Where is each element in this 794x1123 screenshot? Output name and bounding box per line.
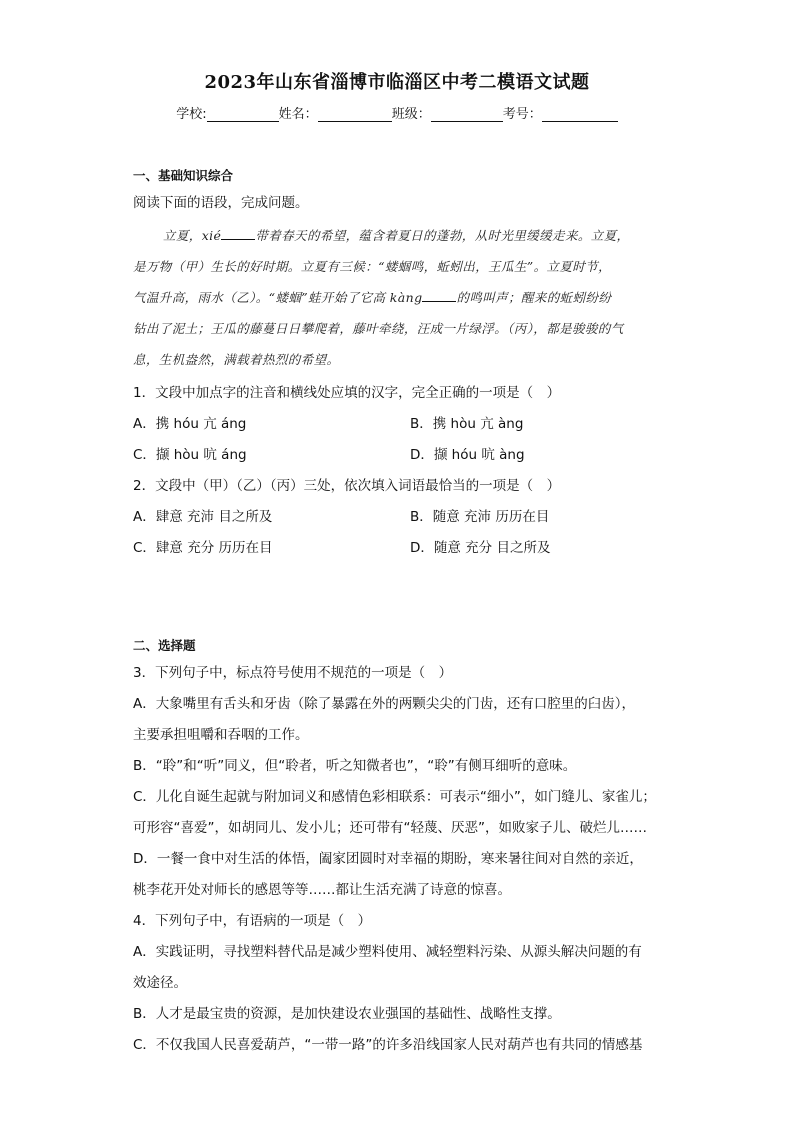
q3-stem: 3．下列句子中，标点符号使用不规范的一项是（ ） bbox=[133, 665, 453, 681]
class-label: 班级： bbox=[391, 107, 431, 122]
q4-option-b[interactable]: B．人才是最宝贵的资源，是加快建设农业强国的基础性、战略性支撑。 bbox=[133, 1006, 561, 1022]
section-1-intro: 阅读下面的语段，完成问题。 bbox=[133, 195, 309, 211]
section-1-heading: 一、基础知识综合 bbox=[133, 168, 234, 183]
q2-option-a[interactable]: A．肆意 充沛 目之所及 bbox=[133, 509, 273, 525]
q1-option-a[interactable]: A．携 hóu 亢 áng bbox=[133, 416, 247, 432]
class-blank[interactable] bbox=[431, 107, 503, 122]
q2-option-c[interactable]: C．肆意 充分 历历在目 bbox=[133, 540, 273, 556]
q1-option-c[interactable]: C．撷 hòu 吭 áng bbox=[133, 447, 247, 463]
page-title: 2023年山东省淄博市临淄区中考二模语文试题 bbox=[204, 72, 590, 93]
q3-option-a-line-2[interactable]: 主要承担咀嚼和吞咽的工作。 bbox=[133, 727, 309, 743]
q2-stem: 2．文段中（甲）（乙）（丙）三处，依次填入词语最恰当的一项是（ ） bbox=[133, 478, 561, 494]
q1-option-d[interactable]: D．撷 hóu 吭 àng bbox=[410, 447, 525, 463]
school-blank[interactable] bbox=[207, 107, 279, 122]
blank-kang bbox=[422, 289, 456, 302]
q4-option-a-line-1[interactable]: A．实践证明，寻找塑料替代品是减少塑料使用、减轻塑料污染、从源头解决问题的有 bbox=[133, 944, 642, 960]
passage-line-1: 立夏，xié 带着春天的希望，蕴含着夏日的蓬勃，从时光里缓缓走来。立夏， bbox=[163, 228, 630, 243]
q4-option-c-line-1[interactable]: C．不仅我国人民喜爱葫芦，“一带一路”的许多沿线国家人民对葫芦也有共同的情感基 bbox=[133, 1037, 643, 1053]
q3-option-d-line-1[interactable]: D．一餐一食中对生活的体悟，阖家团圆时对幸福的期盼，寒来暑往间对自然的亲近， bbox=[133, 851, 643, 867]
q2-option-b[interactable]: B．随意 充沛 历历在目 bbox=[410, 509, 550, 525]
passage-line-4: 钻出了泥土；王瓜的藤蔓日日攀爬着，藤叶牵绕，汪成一片绿浮。（丙），都是骏骏的气 bbox=[133, 321, 624, 336]
passage-line-3: 气温升高，雨水（乙）。“蝼蝈”蛙开始了它高 kàng 的鸣叫声；醒来的蚯蚓纷纷 bbox=[133, 290, 612, 305]
q1-stem: 1．文段中加点字的注音和横线处应填的汉字，完全正确的一项是（ ） bbox=[133, 385, 561, 401]
section-2-heading: 二、选择题 bbox=[133, 638, 196, 653]
q3-option-c-line-1[interactable]: C．儿化自诞生起就与附加词义和感情色彩相联系：可表示“细小”，如门缝儿、家雀儿； bbox=[133, 789, 656, 805]
q3-option-d-line-2[interactable]: 桃李花开处对师长的感恩等等……都让生活充满了诗意的惊喜。 bbox=[133, 882, 511, 898]
student-info-line bbox=[0, 103, 794, 122]
exam-no-label: 考号： bbox=[502, 107, 542, 122]
q3-option-c-line-2[interactable]: 可形容“喜爱”，如胡同儿、发小儿；还可带有“轻蔑、厌恶”，如败家子儿、破烂儿…… bbox=[133, 820, 647, 836]
q3-option-a-line-1[interactable]: A．大象嘴里有舌头和牙齿（除了暴露在外的两颗尖尖的门齿，还有口腔里的臼齿）， bbox=[133, 696, 635, 712]
exam-no-blank[interactable] bbox=[542, 107, 618, 122]
q1-option-b[interactable]: B．携 hòu 亢 àng bbox=[410, 416, 524, 432]
name-blank[interactable] bbox=[318, 107, 392, 122]
q4-option-a-line-2[interactable]: 效途径。 bbox=[133, 975, 187, 991]
blank-xie bbox=[221, 227, 255, 240]
name-label: 姓名： bbox=[278, 107, 318, 122]
passage-line-2: 是万物（甲）生长的好时期。立夏有三候：“蝼蝈鸣，蚯蚓出，王瓜生”。立夏时节， bbox=[133, 259, 611, 274]
school-label: 学校: bbox=[176, 107, 207, 122]
passage-line-5: 息，生机盎然，满载着热烈的希望。 bbox=[133, 352, 340, 367]
q3-option-b[interactable]: B．“聆”和“听”同义，但“聆者，听之知微者也”，“聆”有侧耳细听的意味。 bbox=[133, 758, 577, 774]
q4-stem: 4．下列句子中，有语病的一项是（ ） bbox=[133, 913, 372, 929]
q2-option-d[interactable]: D．随意 充分 目之所及 bbox=[410, 540, 551, 556]
